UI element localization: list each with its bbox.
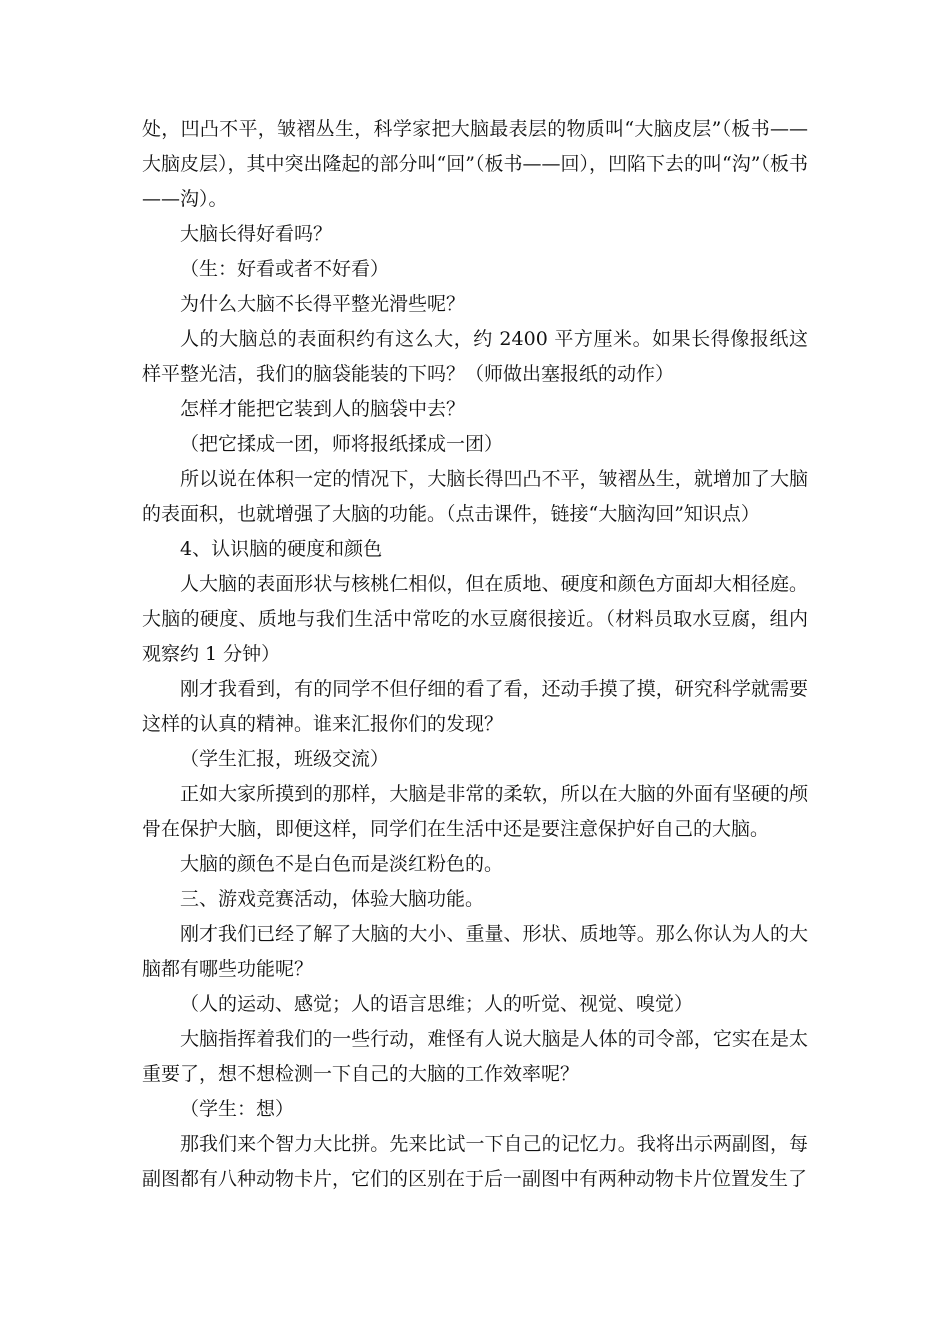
paragraph: （把它揉成一团，师将报纸揉成一团） [180,433,504,455]
document-body [142,112,808,1197]
paragraph: 人大脑的表面形状与核桃仁相似，但在质地、硬度和颜色方面却大相径庭。大脑的硬度、质地与我们生活中常吃的水豆腐很接近。（材料员取水豆腐，组内观察约 1 分钟） [142,573,808,665]
paragraph: 刚才我看到，有的同学不但仔细的看了看，还动手摸了摸，研究科学就需要这样的认真的精神。谁来汇报你们的发现？ [142,678,808,735]
paragraph: 那我们来个智力大比拼。先来比试一下自己的记忆力。我将出示两副图，每副图都有八种动物卡片，它们的区别在于后一副图中有两种动物卡片位置发生了 [142,1133,808,1190]
paragraph: （学生：想） [180,1098,295,1120]
paragraph: 大脑指挥着我们的一些行动，难怪有人说大脑是人体的司令部，它实在是太重要了，想不想检测一下自己的大脑的工作效率呢？ [142,1028,808,1085]
paragraph: （人的运动、感觉；人的语言思维；人的听觉、视觉、嗅觉） [180,993,694,1015]
paragraph: 大脑长得好看吗？ [180,223,333,245]
paragraph: 为什么大脑不长得平整光滑些呢？ [180,293,466,315]
paragraph: 怎样才能把它装到人的脑袋中去？ [180,398,466,420]
paragraph: 人的大脑总的表面积约有这么大，约 2400 平方厘米。如果长得像报纸这样平整光洁，我们的脑袋能装的下吗？（师做出塞报纸的动作） [142,328,808,385]
paragraph: （生：好看或者不好看） [180,258,390,280]
paragraph: （学生汇报，班级交流） [180,748,390,770]
section-heading: 三、游戏竞赛活动，体验大脑功能。 [180,888,485,910]
paragraph: 所以说在体积一定的情况下，大脑长得凹凸不平，皱褶丛生，就增加了大脑的表面积，也就增强了大脑的功能。（点击课件，链接“大脑沟回”知识点） [142,468,808,525]
section-heading: 4、认识脑的硬度和颜色 [180,538,383,560]
paragraph-continuation: 处，凹凸不平，皱褶丛生，科学家把大脑最表层的物质叫“大脑皮层”（板书——大脑皮层），其中突出隆起的部分叫“回”（板书——回），凹陷下去的叫“沟”（板书——沟）。 [142,118,808,210]
paragraph: 正如大家所摸到的那样，大脑是非常的柔软，所以在大脑的外面有坚硬的颅骨在保护大脑，即便这样，同学们在生活中还是要注意保护好自己的大脑。 [142,783,808,840]
paragraph: 大脑的颜色不是白色而是淡红粉色的。 [180,853,504,875]
paragraph: 刚才我们已经了解了大脑的大小、重量、形状、质地等。那么你认为人的大脑都有哪些功能呢？ [142,923,808,980]
